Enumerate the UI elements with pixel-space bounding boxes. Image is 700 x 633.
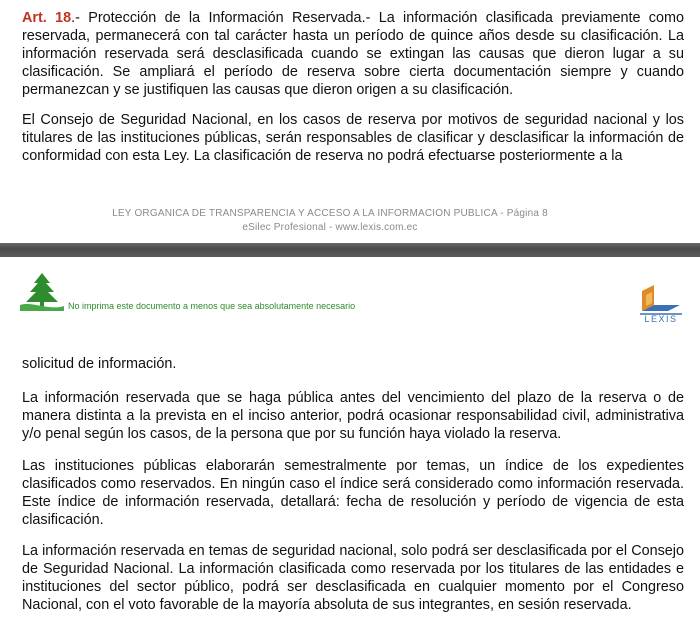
lexis-logo-text: LEXIS xyxy=(644,314,678,323)
tree-icon xyxy=(20,271,64,311)
consejo-paragraph: El Consejo de Seguridad Nacional, en los casos de reserva por motivos de seguridad nacional y los titulares de las instituciones públicas, serán responsables de clasificar y desclasificar la información de conformidad con esta Ley. La clasificación de reserva no podrá efectuarse posteriormente a la xyxy=(22,112,684,164)
lexis-logo xyxy=(632,283,690,323)
index-paragraph: Las instituciones públicas elaborarán semestralmente por temas, un índice de los expedientes clasificados como reservados. En ningún caso el índice será considerado como información reservada. Este índice de información reservada, detallará: fecha de resolución y período de vigencia de esta clasificación. xyxy=(22,458,684,528)
article-18-paragraph xyxy=(22,9,684,99)
print-notice: No imprima este documento a menos que sea absolutamente necesario xyxy=(68,301,356,311)
page-footer-law-title: LEY ORGANICA DE TRANSPARENCIA Y ACCESO A LA INFORMACION PUBLICA - Página 8 xyxy=(112,208,548,219)
article-18-text: .- Protección de la Información Reservada.- La información clasificada previamente como reservada, permanecerá con tal carácter hasta un período de quince años desde su clasificación. La información reservada será desclasificada cuando se extingan las causas que dieron lugar a su clasificación. Se ampliará el período de reserva sobre cierta documentación siempre y cuando permanezcan y se justifiquen las causas que dieron origen a su clasificación. xyxy=(22,10,684,98)
page-break-divider xyxy=(0,243,700,257)
page-footer-site: eSilec Profesional - www.lexis.com.ec xyxy=(242,222,418,233)
article-reference: Art. 18 xyxy=(22,10,72,26)
document-page-8 xyxy=(0,0,700,243)
continuation-paragraph: solicitud de información. xyxy=(22,356,177,372)
responsibility-paragraph: La información reservada que se haga pública antes del vencimiento del plazo de la reserva o de manera distinta a la prevista en el inciso anterior, podrá ocasionar responsabilidad civil, administrativa y/o penal según los casos, de la persona que por su función haya violado la reserva. xyxy=(22,390,684,442)
declassification-paragraph: La información reservada en temas de seguridad nacional, solo podrá ser desclasificada por el Consejo de Seguridad Nacional. La información clasificada como reservada por los titulares de las entidades e instituciones del sector público, podrá ser desclasificada en cualquier momento por el Congreso Nacional, con el voto favorable de la mayoría absoluta de sus integrantes, en sesión reservada. xyxy=(22,543,684,613)
